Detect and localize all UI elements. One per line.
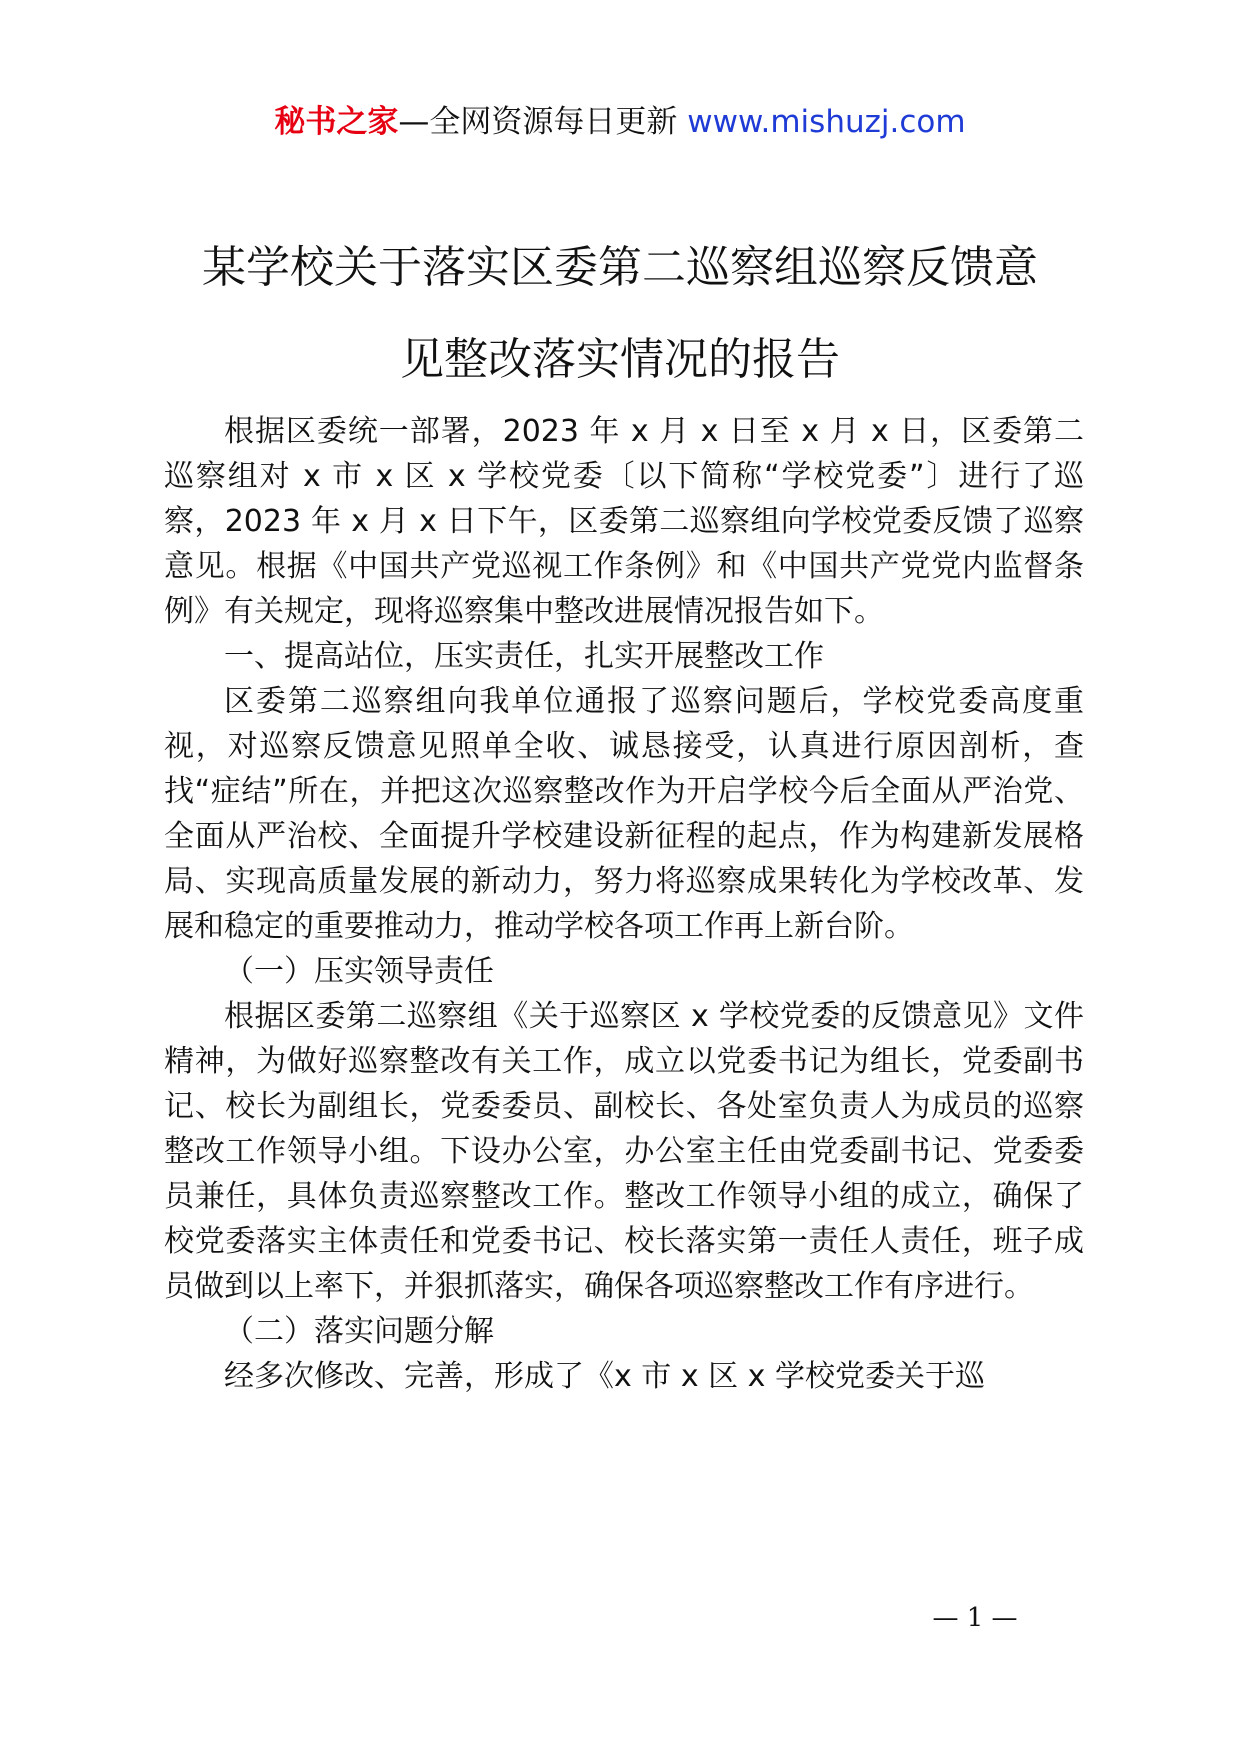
section-heading-1: 一、提高站位，压实责任，扎实开展整改工作 [224,639,824,674]
subsection-heading-2: （二）落实问题分解 [224,1314,494,1349]
site-slogan: —全网资源每日更新 [398,104,678,140]
subsection-2-paragraph: 经多次修改、完善，形成了《x 市 x 区 x 学校党委关于巡 [224,1359,985,1394]
subsection-heading-1: （一）压实领导责任 [224,954,494,989]
site-banner [0,100,1240,144]
section-1-paragraph: 区委第二巡察组向我单位通报了巡察问题后，学校党委高度重视，对巡察反馈意见照单全收、诚恳接受，认真进行原因剖析，查找“症结”所在，并把这次巡察整改作为开启学校今后全面从严治党、全面从严治校、全面提升学校建设新征程的起点，作为构建新发展格局、实现高质量发展的新动力，努力将巡察成果转化为学校改革、发展和稳定的重要推动力，推动学校各项工作再上新台阶。 [164,684,1084,944]
document-body [164,409,1084,1399]
subsection-1-paragraph: 根据区委第二巡察组《关于巡察区 x 学校党委的反馈意见》文件精神，为做好巡察整改有关工作，成立以党委书记为组长，党委副书记、校长为副组长，党委委员、副校长、各处室负责人为成员的巡察整改工作领导小组。下设办公室，办公室主任由党委副书记、党委委员兼任，具体负责巡察整改工作。整改工作领导小组的成立，确保了校党委落实主体责任和党委书记、校长落实第一责任人责任，班子成员做到以上率下，并狠抓落实，确保各项巡察整改工作有序进行。 [164,999,1084,1304]
site-url-link[interactable]: www.mishuzj.com [687,104,966,140]
site-brand: 秘书之家 [274,104,399,140]
document-title-line-1: 某学校关于落实区委第二巡察组巡察反馈意 [202,242,1038,293]
page-number: — 1 — [932,1603,1018,1633]
intro-paragraph: 根据区委统一部署，2023 年 x 月 x 日至 x 月 x 日，区委第二巡察组对 x 市 x 区 x 学校党委〔以下简称“学校党委”〕进行了巡察，2023 年 x 月 x 日下午，区委第二巡察组向学校党委反馈了巡察意见。根据《中国共产党巡视工作条例》和《中国共产党党内监督条例》有关规定，现将巡察集中整改进展情况报告如下。 [164,414,1084,629]
document-title-line-2: 见整改落实情况的报告 [400,334,840,385]
